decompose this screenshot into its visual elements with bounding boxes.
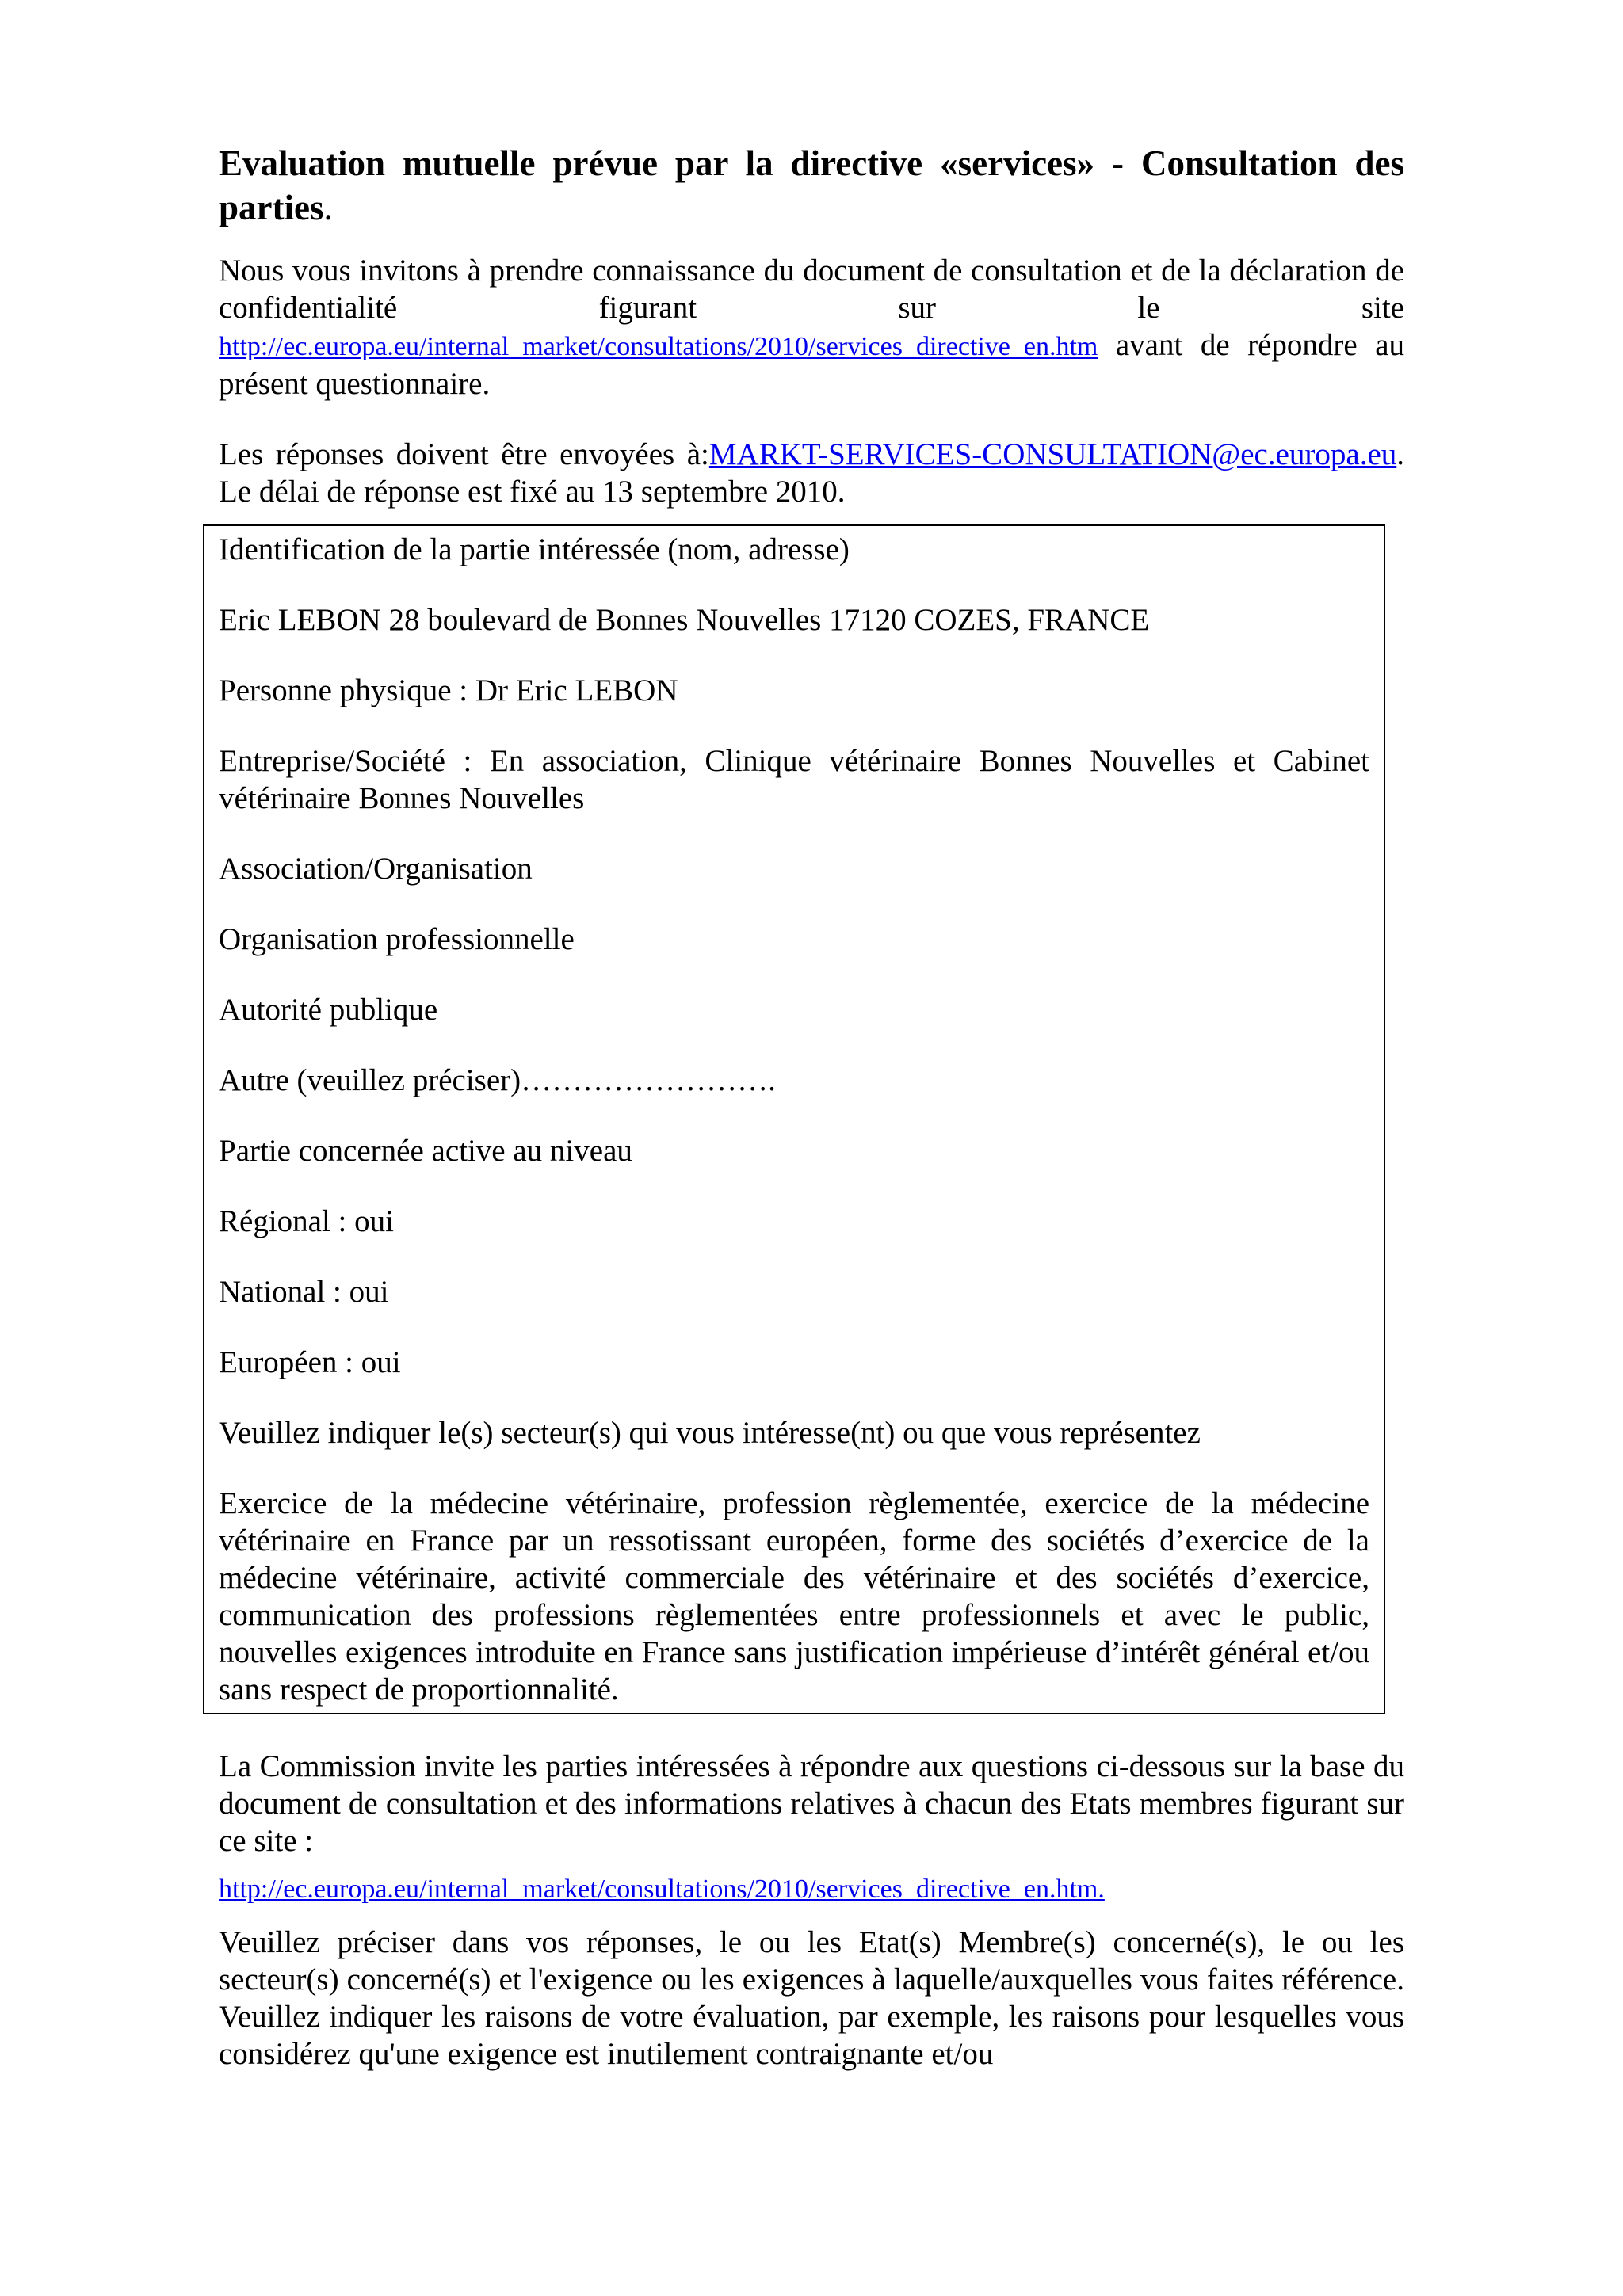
- document-title-text: Evaluation mutuelle prévue par la directive «services» - Consultation des parties: [219, 143, 1404, 227]
- intro-paragraph-send: [219, 436, 1404, 473]
- regional-text: Régional : oui: [219, 1204, 394, 1238]
- association-label: Association/Organisation: [219, 852, 533, 886]
- document-page: [219, 141, 1404, 2082]
- email-link[interactable]: MARKT-SERVICES-CONSULTATION@ec.europa.eu: [708, 437, 1397, 471]
- europeen-text: Européen : oui: [219, 1345, 401, 1379]
- autorite-publique-label: Autorité publique: [219, 993, 438, 1027]
- intro-send-text: Les réponses doivent être envoyées à:: [219, 437, 709, 471]
- secteurs-label: Veuillez indiquer le(s) secteur(s) qui vous intéresse(nt) ou que vous représentez: [219, 1416, 1201, 1450]
- address-text: Eric LEBON 28 boulevard de Bonnes Nouvelles 17120 COZES, FRANCE: [219, 603, 1150, 637]
- autre-label: Autre (veuillez préciser)…………………….: [219, 1063, 776, 1097]
- consultation-link[interactable]: http://ec.europa.eu/internal_market/consultations/2010/services_directive_en.htm: [219, 332, 1098, 361]
- identification-label: Identification de la partie intéressée (nom, adresse): [219, 532, 850, 566]
- commission-invite-text: La Commission invite les parties intéressées à répondre aux questions ci-dessous sur la base du document de consultation et des informations relatives à chacun des Etats membres figurant sur ce site :: [219, 1749, 1404, 1858]
- intro-paragraph-consult: [219, 252, 1404, 402]
- intro-consult-text: Nous vous invitons à prendre connaissance du document de consultation et de la déclaration de confidentialité figurant sur le site: [219, 254, 1404, 325]
- instructions-text: Veuillez préciser dans vos réponses, le ou les Etat(s) Membre(s) concerné(s), le ou les secteur(s) concerné(s) et l'exigence ou les exigences à laquelle/auxquelles vous faites référence. Veuillez indiquer les raisons de votre évaluation, par exemple, les raisons pour lesquelles vous considérez qu'une exigence est inutilement contraignante et/ou: [219, 1925, 1404, 2071]
- organisation-professionnelle-label: Organisation professionnelle: [219, 922, 575, 956]
- commission-link-line: [219, 1869, 1404, 1908]
- personne-physique-text: Personne physique : Dr Eric LEBON: [219, 673, 678, 707]
- intro-consult-after: avant de répondre au présent questionnaire.: [219, 328, 1404, 401]
- partie-active-label: Partie concernée active au niveau: [219, 1134, 632, 1168]
- national-text: National : oui: [219, 1275, 389, 1309]
- deadline-text: Le délai de réponse est fixé au 13 septembre 2010.: [219, 475, 846, 509]
- document-title-period: .: [323, 188, 333, 227]
- commission-consultation-link[interactable]: http://ec.europa.eu/internal_market/consultations/2010/services_directive_en.htm.: [219, 1875, 1105, 1904]
- commission-section: [219, 1748, 1404, 2073]
- intro-send-end: .: [1396, 437, 1404, 471]
- document-title: [219, 141, 1404, 230]
- entreprise-text: Entreprise/Société : En association, Clinique vétérinaire Bonnes Nouvelles et Cabinet vétérinaire Bonnes Nouvelles: [219, 744, 1369, 815]
- identification-box: [203, 524, 1385, 1714]
- secteurs-text: Exercice de la médecine vétérinaire, profession règlementée, exercice de la médecine vétérinaire en France par un ressotissant européen, forme des sociétés d’exercice de la médecine vétérinaire, activité commerciale des vétérinaire et des sociétés d’exercice, communication des professions règlementées entre professionnels et avec le public, nouvelles exigences introduite en France sans justification impérieuse d’intérêt général et/ou sans respect de proportionnalité.: [219, 1486, 1369, 1707]
